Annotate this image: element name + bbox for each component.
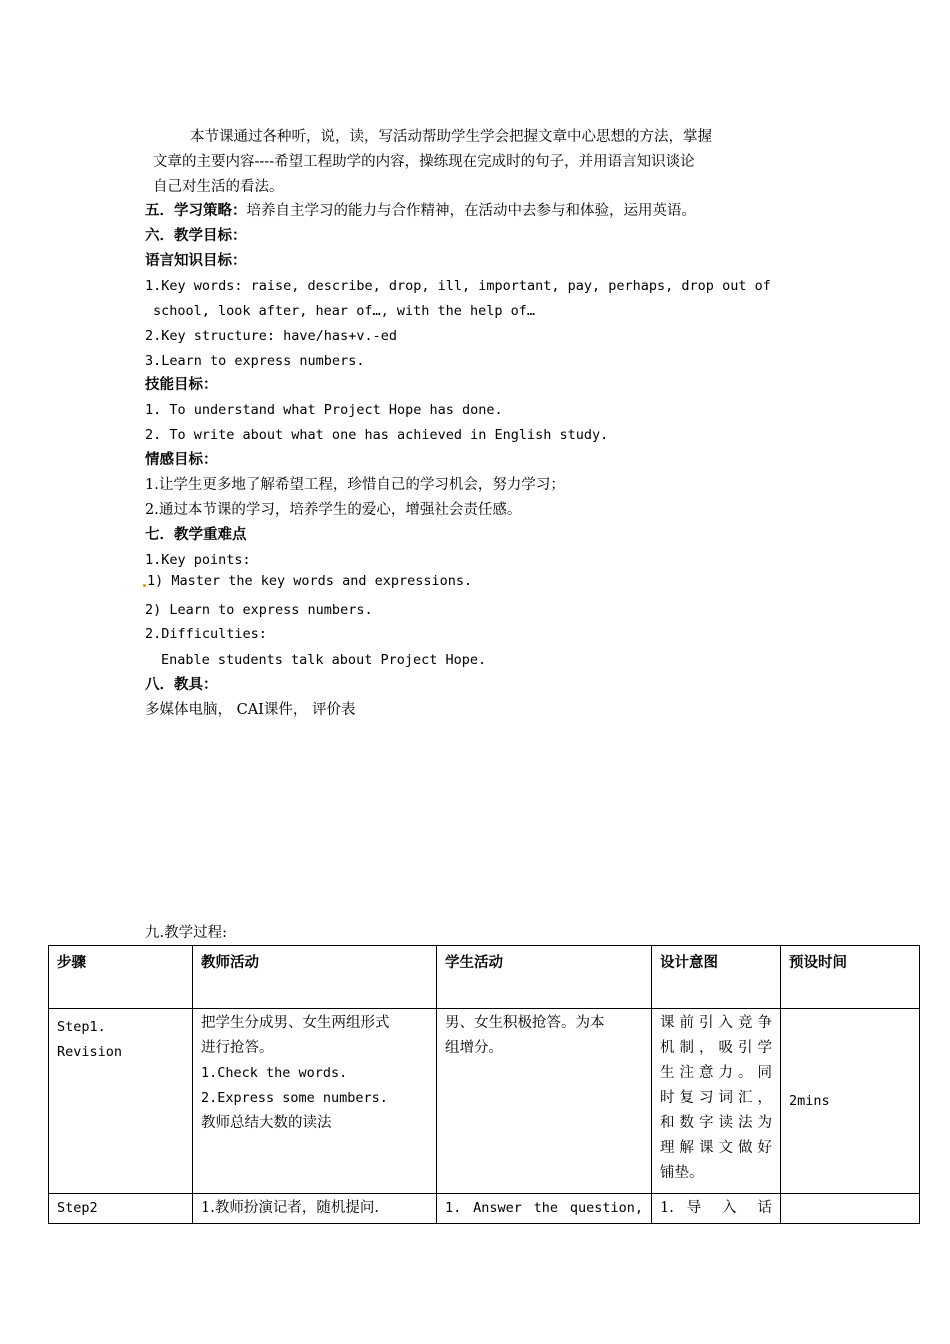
step-label: Step2 [57,1200,98,1216]
key-point-1: 1) Master the key words and expressions. [147,573,473,589]
knowledge-goal-1b: school, look after, hear of…, with the help of… [153,303,536,319]
time-cell [781,1009,920,1194]
intro-line-3: 自己对生活的看法。 [153,179,284,195]
design-line-4: 时复习词汇， [660,1090,772,1106]
section-5 [145,201,696,221]
table-header-row [49,946,920,1009]
student-line-2: 组增分。 [445,1040,503,1056]
design-line-1: 课前引入竞争 [660,1015,772,1031]
design-line-1: 1. 导 入 话 [660,1200,772,1216]
teacher-line-3: 1.Check the words. [201,1065,348,1081]
section-8-heading: 八．教具： [145,677,218,693]
difficulties-label: 2.Difficulties: [145,626,267,642]
step-name: Revision [57,1044,123,1060]
student-line-1: 男、女生积极抢答。为本 [445,1015,605,1031]
teacher-line-5: 教师总结大数的读法 [201,1115,332,1131]
step-cell [49,1194,193,1224]
design-line-3: 生注意力。同 [660,1065,772,1081]
design-line-6: 理解课文做好 [660,1140,772,1156]
step-cell [49,1009,193,1194]
skill-goals-heading: 技能目标： [145,377,218,393]
intro-line-1: 本节课通过各种听，说，读，写活动帮助学生学会把握文章中心思想的方法，掌握 [190,129,712,145]
table-row [49,1009,920,1194]
skill-goal-2: 2. To write about what one has achieved in English study. [145,427,609,443]
teacher-line-4: 2.Express some numbers. [201,1090,388,1106]
knowledge-goals-heading: 语言知识目标： [145,253,247,269]
teaching-process-table [48,945,920,1224]
step-label: Step1. [57,1019,106,1035]
teacher-line-1: 把学生分成男、女生两组形式 [201,1015,390,1031]
header-time: 预设时间 [781,946,920,1009]
design-line-7: 铺垫。 [660,1165,704,1181]
intro-line-2: 文章的主要内容----希望工程助学的内容，操练现在完成时的句子，并用语言知识谈论 [153,154,695,170]
knowledge-goal-3: 3.Learn to express numbers. [145,353,365,369]
header-design: 设计意图 [652,946,781,1009]
design-cell [652,1194,781,1224]
emotion-goals-heading: 情感目标： [145,452,218,468]
emotion-goal-1: 1.让学生更多地了解希望工程，珍惜自己的学习机会，努力学习； [145,477,565,493]
table-row [49,1194,920,1224]
key-point-2: 2) Learn to express numbers. [145,602,373,618]
knowledge-goal-1a: 1.Key words: raise, describe, drop, ill, important, pay, perhaps, drop out of [145,278,771,294]
teacher-cell [193,1194,437,1224]
header-step: 步骤 [49,946,193,1009]
student-cell [437,1009,652,1194]
difficulty-1: Enable students talk about Project Hope. [161,652,487,668]
section-5-heading: 五．学习策略： [145,203,247,219]
key-points-label: 1.Key points: [145,552,251,568]
section-5-text: 培养自主学习的能力与合作精神，在活动中去参与和体验，运用英语。 [246,203,696,219]
header-teacher: 教师活动 [193,946,437,1009]
knowledge-goal-2: 2.Key structure: have/has+v.-ed [145,328,397,344]
design-line-2: 机制，吸引学 [660,1040,772,1056]
section-6-heading: 六．教学目标： [145,228,247,244]
design-cell [652,1009,781,1194]
design-line-5: 和数字读法为 [660,1115,772,1131]
student-cell [437,1194,652,1224]
section-9-heading: 九.教学过程: [145,925,227,941]
time-cell [781,1194,920,1224]
skill-goal-1: 1. To understand what Project Hope has done. [145,402,503,418]
header-student: 学生活动 [437,946,652,1009]
teacher-cell [193,1009,437,1194]
section-7-heading: 七．教学重难点 [145,527,247,543]
teacher-line-1: 1.教师扮演记者，随机提问. [201,1200,379,1216]
margin-mark [143,584,146,587]
emotion-goal-2: 2.通过本节课的学习，培养学生的爱心，增强社会责任感。 [145,502,522,518]
time-value: 2mins [789,1092,830,1109]
student-line-1: 1. Answer the question, [445,1200,643,1216]
teacher-line-2: 进行抢答。 [201,1040,274,1056]
section-8-text: 多媒体电脑， CAI课件， 评价表 [145,702,356,718]
